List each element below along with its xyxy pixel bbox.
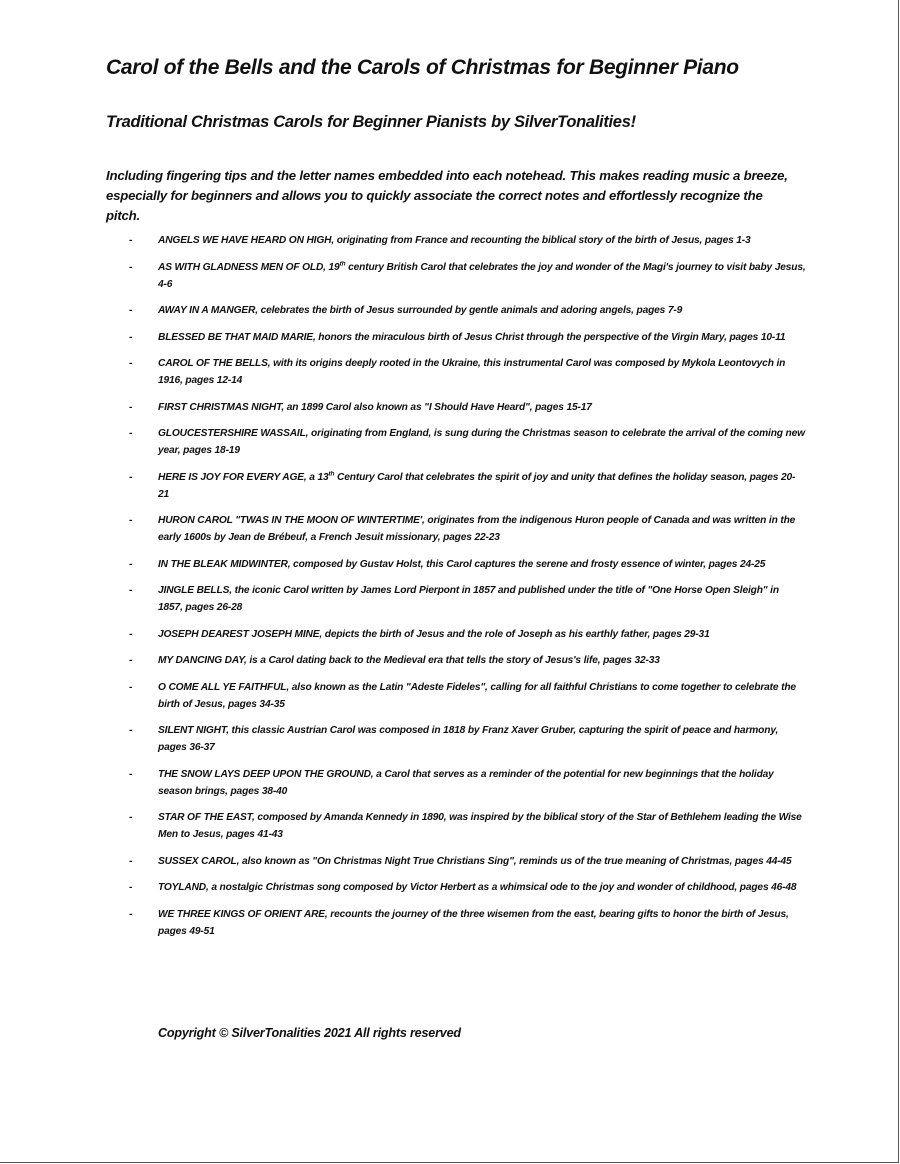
carol-text: JOSEPH DEAREST JOSEPH MINE, depicts the birth of Jesus and the role of Joseph as his earthly father, pages 29-31 bbox=[158, 628, 710, 640]
carol-text: GLOUCESTERSHIRE WASSAIL, originating from England, is sung during the Christmas season to celebrate the arrival of the coming new year, pages 18-19 bbox=[158, 428, 805, 456]
carol-text: WE THREE KINGS OF ORIENT ARE, recounts the journey of the three wisemen from the east, bearing gifts to honor the birth of Jesus, pages 49-51 bbox=[158, 908, 789, 937]
bullet-dash: - bbox=[129, 812, 133, 823]
carol-text-superscript: th bbox=[339, 260, 346, 268]
carol-list-item bbox=[126, 626, 806, 643]
carol-list-item bbox=[126, 766, 806, 800]
carol-text: HURON CAROL "TWAS IN THE MOON OF WINTERTIME', originates from the indigenous Huron people of Canada and was written in the early 1600s by Jean de Brébeuf, a French Jesuit missionary, pages 22-23 bbox=[158, 515, 796, 543]
carol-text: HERE IS JOY FOR EVERY AGE, a 13 bbox=[158, 471, 329, 483]
bullet-dash: - bbox=[129, 655, 133, 666]
carol-list-item bbox=[126, 679, 806, 713]
carol-list-item bbox=[126, 906, 806, 940]
bullet-dash: - bbox=[129, 908, 133, 920]
intro-paragraph: Including fingering tips and the letter names embedded into each notehead. This makes reading music a breeze, especially for beginners and allows you to quickly associate the correct notes and effortlessly recognize the pitch. bbox=[106, 168, 788, 223]
carol-list-item bbox=[126, 652, 806, 669]
carol-text-continued: century British Carol that celebrates the joy and wonder of the Magi's journey to visit baby Jesus, 4-6 bbox=[158, 261, 806, 290]
bullet-dash: - bbox=[129, 882, 133, 893]
bullet-dash: - bbox=[129, 235, 133, 246]
carol-list-item bbox=[126, 853, 806, 870]
carol-text: SILENT NIGHT, this classic Austrian Carol was composed in 1818 by Franz Xaver Gruber, capturing the spirit of peace and harmony, pages 36-37 bbox=[158, 725, 779, 753]
document-subtitle: Traditional Christmas Carols for Beginner Pianists by SilverTonalities! bbox=[106, 113, 636, 131]
bullet-dash: - bbox=[129, 628, 133, 640]
carol-text: JINGLE BELLS, the iconic Carol written by James Lord Pierpont in 1857 and published under the title of "One Horse Open Sleigh" in 1857, pages 26-28 bbox=[158, 585, 779, 613]
carol-list-item bbox=[126, 582, 806, 616]
carol-text-continued: Century Carol that celebrates the spirit of joy and unity that defines the holiday season, pages 20-21 bbox=[158, 471, 796, 500]
bullet-dash: - bbox=[129, 515, 133, 526]
carol-text: THE SNOW LAYS DEEP UPON THE GROUND, a Carol that serves as a reminder of the potential for new beginnings that the holiday season brings, pages 38-40 bbox=[158, 768, 774, 797]
carol-text: AWAY IN A MANGER, celebrates the birth of Jesus surrounded by gentle animals and adoring angels, pages 7-9 bbox=[158, 305, 683, 316]
carol-list-item bbox=[126, 722, 806, 756]
bullet-dash: - bbox=[129, 261, 133, 273]
carol-list-item bbox=[126, 259, 806, 293]
bullet-dash: - bbox=[129, 471, 133, 483]
carol-text: STAR OF THE EAST, composed by Amanda Kennedy in 1890, was inspired by the biblical story of the Star of Bethlehem leading the Wise Men to Jesus, pages 41-43 bbox=[158, 812, 802, 840]
bullet-dash: - bbox=[129, 401, 133, 413]
carol-list-item bbox=[126, 232, 806, 249]
carol-text: FIRST CHRISTMAS NIGHT, an 1899 Carol also known as "I Should Have Heard", pages 15-17 bbox=[158, 401, 592, 413]
carol-text: MY DANCING DAY, is a Carol dating back to the Medieval era that tells the story of Jesus's life, pages 32-33 bbox=[158, 655, 660, 666]
document-title: Carol of the Bells and the Carols of Christmas for Beginner Piano bbox=[106, 56, 739, 79]
bullet-dash: - bbox=[129, 558, 133, 570]
bullet-dash: - bbox=[129, 428, 133, 439]
carol-list-item bbox=[126, 329, 806, 346]
carol-list-item bbox=[126, 512, 806, 546]
carol-list-item bbox=[126, 425, 806, 459]
bullet-dash: - bbox=[129, 681, 133, 693]
carol-list bbox=[126, 232, 806, 949]
carol-text: TOYLAND, a nostalgic Christmas song composed by Victor Herbert as a whimsical ode to the joy and wonder of childhood, pages 46-48 bbox=[158, 882, 797, 893]
bullet-dash: - bbox=[129, 585, 133, 596]
carol-list-item bbox=[126, 355, 806, 389]
bullet-dash: - bbox=[129, 305, 133, 316]
carol-text: BLESSED BE THAT MAID MARIE, honors the miraculous birth of Jesus Christ through the perspective of the Virgin Mary, pages 10-11 bbox=[158, 331, 786, 343]
copyright-notice: Copyright © SilverTonalities 2021 All rights reserved bbox=[158, 1026, 461, 1040]
bullet-dash: - bbox=[129, 725, 133, 736]
carol-text: ANGELS WE HAVE HEARD ON HIGH, originating from France and recounting the biblical story of the birth of Jesus, pages 1-3 bbox=[158, 235, 751, 246]
bullet-dash: - bbox=[129, 358, 133, 369]
carol-list-item bbox=[126, 302, 806, 319]
carol-text: CAROL OF THE BELLS, with its origins deeply rooted in the Ukraine, this instrumental Carol was composed by Mykola Leontovych in 1916, pages 12-14 bbox=[158, 358, 786, 386]
carol-text: IN THE BLEAK MIDWINTER, composed by Gustav Holst, this Carol captures the serene and frosty essence of winter, pages 24-25 bbox=[158, 558, 766, 570]
carol-list-item bbox=[126, 879, 806, 896]
carol-text-superscript: th bbox=[328, 470, 335, 478]
bullet-dash: - bbox=[129, 855, 133, 867]
carol-list-item bbox=[126, 399, 806, 416]
carol-list-item bbox=[126, 809, 806, 843]
carol-list-item bbox=[126, 556, 806, 573]
bullet-dash: - bbox=[129, 331, 133, 343]
carol-text: AS WITH GLADNESS MEN OF OLD, 19 bbox=[158, 261, 340, 273]
bullet-dash: - bbox=[129, 768, 133, 780]
carol-text: SUSSEX CAROL, also known as "On Christmas Night True Christians Sing", reminds us of the true meaning of Christmas, pages 44-45 bbox=[158, 855, 792, 867]
carol-list-item bbox=[126, 469, 806, 503]
carol-text: O COME ALL YE FAITHFUL, also known as the Latin "Adeste Fideles", calling for all faithful Christians to come together to celebrate the birth of Jesus, pages 34-35 bbox=[158, 681, 796, 710]
